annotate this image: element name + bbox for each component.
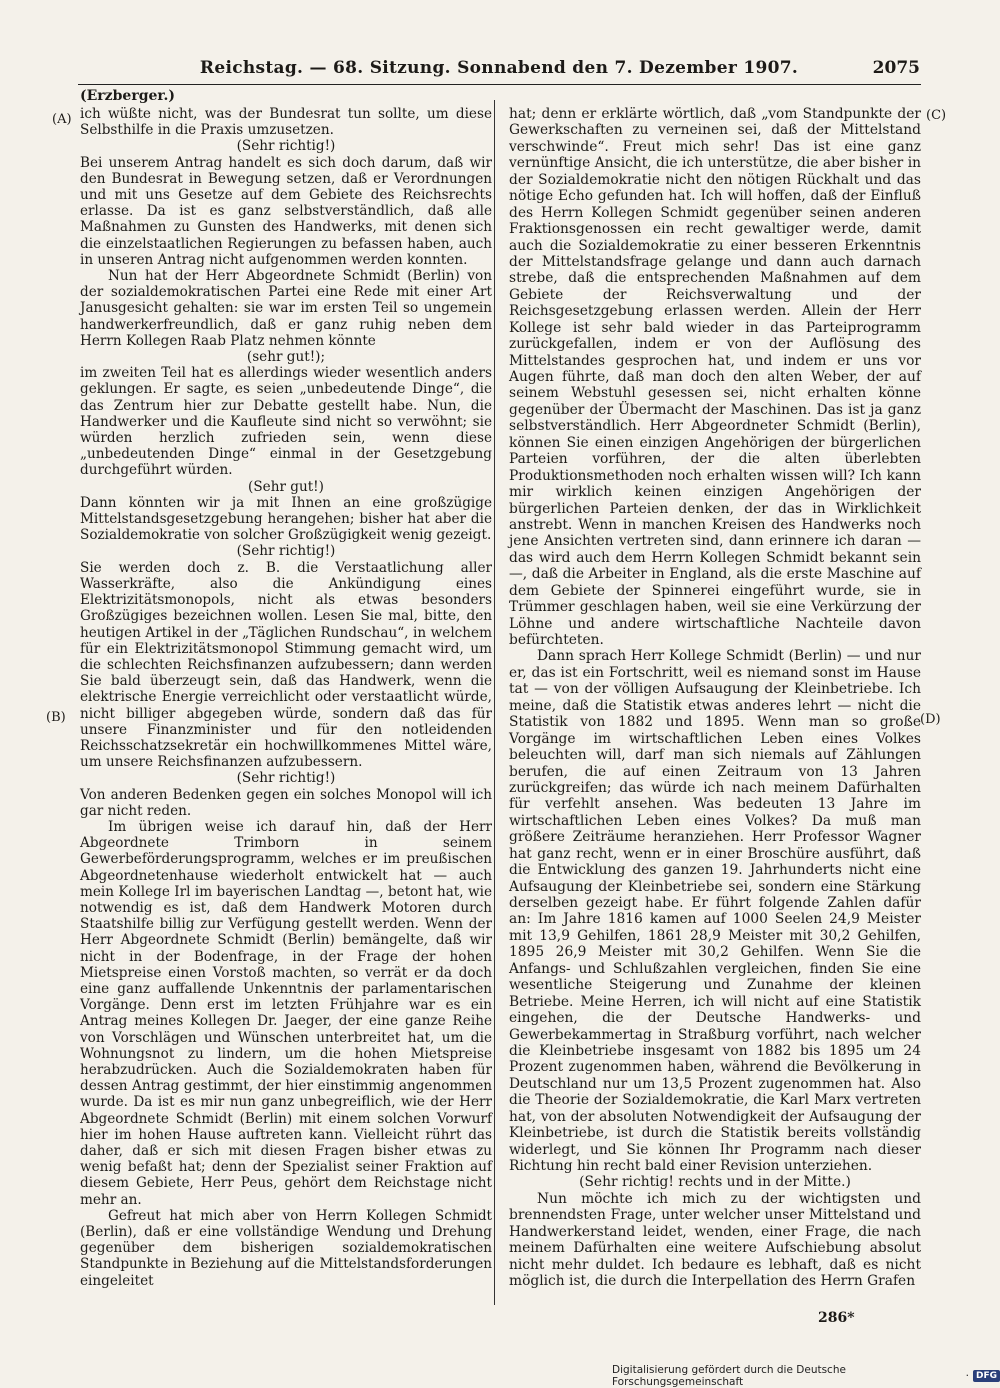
speaker-label: (Erzberger.): [80, 88, 175, 104]
paragraph: Gefreut hat mich aber von Herrn Kollegen Schmidt (Berlin), daß er eine vollständige Wendung und Drehung gegenüber dem bisherigen sozialdemokratischen Standpunkte in Beziehung auf die Mittelstandsforderungen eingeleitet: [80, 1207, 492, 1289]
interjection: (Sehr richtig!): [236, 543, 336, 560]
right-column: [509, 106, 921, 1290]
margin-marker-d: (D): [920, 712, 941, 727]
paragraph: Nun hat der Herr Abgeordnete Schmidt (Berlin) von der sozialdemokratischen Partei eine Rede mit einer Art Janusgesicht gehalten: sie war im ersten Teil so ungemein handwerkerfreundlich, daß er ganz ruhig neben dem Herrn Kollegen Raab Platz nehmen könnte: [80, 268, 492, 349]
paragraph: Im übrigen weise ich darauf hin, daß der Herr Abgeordnete Trimborn in seinem Gewerbeförderungsprogramm, welches er im preußischen Abgeordnetenhause wiederholt entwickelt hat — auch mein Kollege Irl im bayerischen Landtag —, betont hat, wie notwendig es ist, daß dem Handwerk Motoren durch Staatshilfe billig zur Verfügung gestellt werden. Wenn der Herr Abgeordnete Schmidt (Berlin) bemängelte, daß wir nicht in der Bodenfrage, in der Frage der hohen Mietspreise einen Vorstoß machten, so verrät er da doch eine ganz auffallende Unkenntnis der parlamentarischen Vorgänge. Denn erst im letzten Frühjahre war es ein Antrag meines Kollegen Dr. Jaeger, der eine ganze Reihe von Vorschlägen und Wünschen unterbreitet hat, um die Wohnungsnot zu lindern, um die hohen Mietspreise herabzudrücken. Auch die Sozialdemokraten haben für dessen Antrag gestimmt, der hier einstimmig angenommen wurde. Da ist es mir nun ganz unbegreiflich, wie der Herr Abgeordnete Schmidt (Berlin) mit einem solchen Vorwurf hier im hohen Hause auftreten kann. Vielleicht rührt das daher, daß er sich mit diesen Fragen bisher etwas zu wenig befaßt hat; denn der Spezialist seiner Fraktion auf diesem Gebiete, Herr Peus, gehört dem Reichstage nicht mehr an.: [80, 818, 492, 1208]
paragraph: im zweiten Teil hat es allerdings wieder wesentlich anders geklungen. Er sagte, es seien „unbedeutende Dinge“, die das Zentrum hier zur Debatte gestellt habe. Nun, die Handwerker und die Kaufleute sind nicht so verwöhnt; sie würden herzlich zufrieden sein, wenn diese „unbedeutenden Dinge“ einmal in der Gesetzgebung durchgeführt würden.: [80, 365, 492, 479]
column-divider: [494, 100, 495, 1305]
page-title: Reichstag. — 68. Sitzung. Sonnabend den 7. Dezember 1907.: [199, 58, 799, 78]
margin-marker-c: (C): [926, 108, 947, 123]
page-header: [78, 58, 920, 82]
digitization-footer: Digitalisierung gefördert durch die Deutsche Forschungsgemeinschaft · DFG: [612, 1364, 1000, 1388]
paragraph: ich wüßte nicht, was der Bundesrat tun sollte, um diese Selbsthilfe in die Praxis umzusetzen.: [80, 106, 492, 139]
interjection: (sehr gut!);: [246, 349, 326, 366]
page-number: 2075: [872, 58, 920, 78]
paragraph: Dann könnten wir ja mit Ihnen an eine großzügige Mittelstandsgesetzgebung herangehen; bisher hat aber die Sozialdemokratie von solcher Großzügigkeit wenig gezeigt.: [80, 494, 492, 544]
left-column: [80, 106, 492, 1289]
margin-marker-a: (A): [52, 112, 72, 127]
footer-text: Digitalisierung gefördert durch die Deutsche Forschungsgemeinschaft: [612, 1364, 846, 1388]
header-divider: [78, 84, 921, 85]
margin-marker-b: (B): [46, 710, 66, 725]
paragraph: Bei unserem Antrag handelt es sich doch darum, daß wir den Bundesrat in Bewegung setzen, daß er Verordnungen und mit uns Gesetze auf dem Gebiete des Reichsrechts erlasse. Da ist es ganz selbstverständlich, daß alle Maßnahmen zu Gunsten des Handwerks, mit denen sich die einzelstaatlichen Regierungen zu befassen haben, auch in unseren Antrag nicht aufgenommen werden konnten.: [80, 154, 492, 268]
paragraph: Sie werden doch z. B. die Verstaatlichung aller Wasserkräfte, also die Ankündigung eines Elektrizitätsmonopols, nicht als etwas besonders Großzügiges bezeichnen wollen. Lesen Sie mal, bitte, den heutigen Artikel in der „Täglichen Rundschau“, in welchem für ein Elektrizitätsmonopol Stimmung gemacht wird, um die schlechten Reichsfinanzen aufzubessern; dann werden Sie bald überzeugt sein, daß das Handwerk, wenn die elektrische Energie verreichlicht oder verstaatlicht würde, nicht billiger abgegeben würde, sondern daß das für unsere Finanzminister und für den notleidenden Reichsschatzsekretär ein hochwillkommenes Mittel wäre, um unsere Reichsfinanzen aufzubessern.: [80, 559, 492, 771]
interjection: (Sehr richtig!): [236, 770, 336, 787]
paragraph: hat; denn er erklärte wörtlich, daß „vom Standpunkte der Gewerkschaften zu verneinen sei, daß der Mittelstand verschwinde“. Freut mich sehr! Das ist eine ganz vernünftige Ansicht, die ich unterstütze, die aber bisher in der Sozialdemokratie nicht den nötigen Rückhalt und das nötige Echo gefunden hat. Ich will hoffen, daß der Einfluß des Herrn Kollegen Schmidt gegenüber seinen anderen Fraktionsgenossen ein recht gewaltiger werde, damit auch die Sozialdemokratie zu einer besseren Erkenntnis der Mittelstandsfrage gelange und dann auch darnach strebe, daß die entsprechenden Maßnahmen auf dem Gebiete der Reichsverwaltung und der Reichsgesetzgebung erlassen werden. Allein der Herr Kollege ist sehr bald wieder in das Parteiprogramm zurückgefallen, indem er von der Auflösung des Mittelstandes gesprochen hat, und indem er uns vor Augen führte, daß man doch den alten Weber, der auf seinem Webstuhl gesessen sei, nicht erhalten könne gegenüber der Übermacht der Maschinen. Das ist ja ganz selbstverständlich. Herr Abgeordneter Schmidt (Berlin), können Sie einen einzigen Angehörigen der bürgerlichen Parteien vorführen, der die alten überlebten Produktionsmethoden noch erhalten wissen will? Ich kann mir wirklich keinen einzigen Angehörigen der bürgerlichen Parteien denken, der das in Wirklichkeit anstrebt. Wenn in manchen Kreisen des Handwerks noch jene Ansichten vertreten sind, dann erinnere ich daran — das wird auch dem Herrn Kollegen Schmidt bekannt sein —, daß die Arbeiter in England, als die erste Maschine auf dem Gebiete der Spinnerei eingeführt wurde, sie in Trümmer geschlagen haben, weil sie eine Verkürzung der Löhne und andere wirtschaftliche Nachteile davon befürchteten.: [509, 106, 921, 648]
interjection: (Sehr gut!): [248, 478, 324, 495]
paragraph: Von anderen Bedenken gegen ein solches Monopol will ich gar nicht reden.: [80, 786, 492, 819]
paragraph: Dann sprach Herr Kollege Schmidt (Berlin) — und nur er, das ist ein Fortschritt, weil es niemand sonst im Hause tat — von der völligen Aufsaugung der Kleinbetriebe. Ich meine, daß die Statistik etwas anderes lehrt — nicht die Statistik von 1882 und 1895. Wenn man so große Vorgänge im wirtschaftlichen Leben eines Volkes beleuchten will, darf man sich niemals auf Zählungen berufen, die auf einen Zeitraum von 13 Jahren zurückgreifen; das würde ich nach meinem Dafürhalten für verfehlt ansehen. Was bedeuten 13 Jahre im wirtschaftlichen Leben eines Volkes? Da muß man größere Zeiträume heranziehen. Herr Professor Wagner hat ganz recht, wenn er in einer Broschüre ausführt, daß die Entwicklung des ganzen 19. Jahrhunderts nicht eine Aufsaugung der Kleinbetriebe sei, sondern eine Stärkung derselben gezeigt habe. Er führt folgende Zahlen dafür an: Im Jahre 1816 kamen auf 1000 Seelen 24,9 Meister mit 13,9 Gehilfen, 1861 28,9 Meister mit 30,2 Gehilfen, 1895 26,9 Meister mit 30,2 Gehilfen. Wenn Sie die Anfangs- und Schlußzahlen vergleichen, finden Sie eine wesentliche Steigerung und Zunahme der kleinen Betriebe. Meine Herren, ich will nicht auf eine Statistik eingehen, die der Deutsche Handwerks- und Gewerbekammertag in Straßburg vorführt, nach welcher die Kleinbetriebe insgesamt von 1882 bis 1895 um 24 Prozent zugenommen haben, während die Bevölkerung in Deutschland nur um 13,5 Prozent zugenommen hat. Also die Theorie der Sozialdemokratie, die Karl Marx vertreten hat, von der absoluten Notwendigkeit der Aufsaugung der Kleinbetriebe, ist durch die Statistik bereits vollständig widerlegt, und Sie können Ihr Programm nach dieser Richtung hin recht bald einer Revision unterziehen.: [509, 648, 921, 1174]
sheet-number: 286*: [818, 1310, 855, 1326]
dfg-logo: DFG: [973, 1370, 1000, 1382]
interjection: (Sehr richtig! rechts und in der Mitte.): [579, 1174, 851, 1191]
interjection: (Sehr richtig!): [236, 138, 336, 155]
paragraph: Nun möchte ich mich zu der wichtigsten und brennendsten Frage, unter welcher unser Mittelstand und Handwerkerstand leidet, wenden, einer Frage, die nach meinem Dafürhalten eine weitere Aufschiebung absolut nicht mehr duldet. Ich bedaure es lebhaft, daß es nicht möglich ist, die durch die Interpellation des Herrn Grafen: [509, 1190, 921, 1290]
